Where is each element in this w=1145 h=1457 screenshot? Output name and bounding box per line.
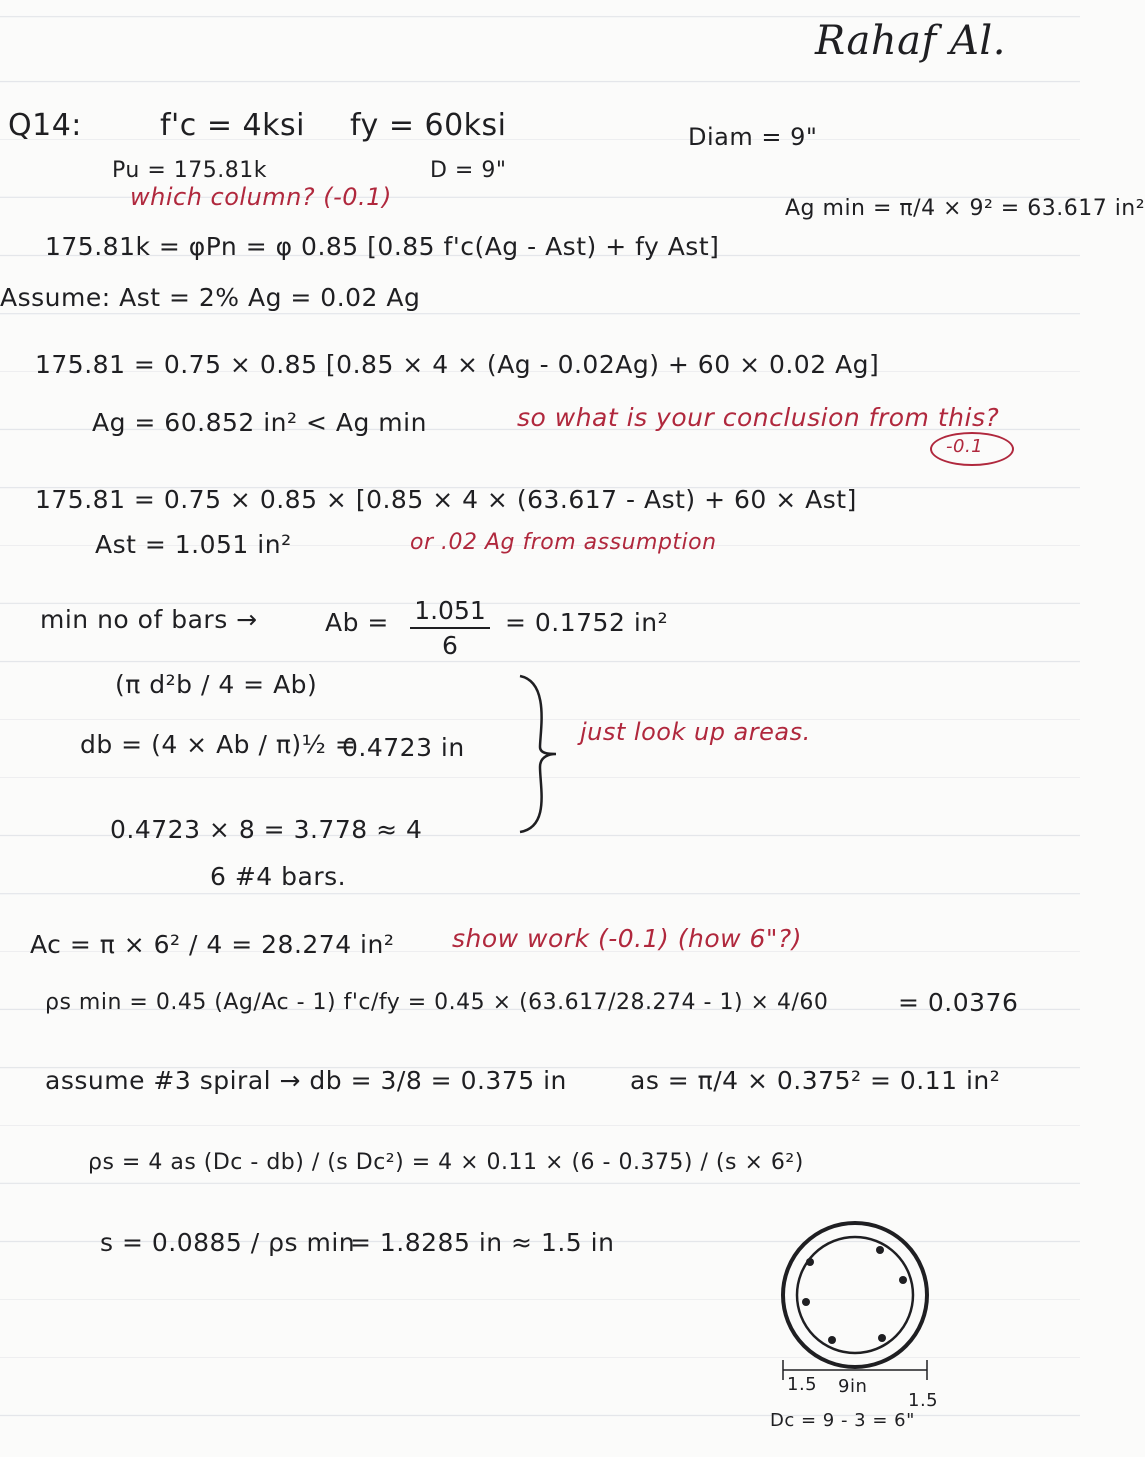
conclusion-comment: so what is your conclusion from this? [517, 403, 1000, 432]
lookup-comment: just look up areas. [580, 718, 811, 746]
fy-value: fy = 60ksi [350, 108, 507, 143]
bar-size-calc: 0.4723 × 8 = 3.778 ≈ 4 [110, 815, 423, 844]
assumption-comment: or .02 Ag from assumption [410, 530, 717, 555]
spiral-area: as = π/4 × 0.375² = 0.11 in² [630, 1066, 1001, 1095]
sketch-dim-2: 9in [838, 1376, 868, 1397]
ag-result: Ag = 60.852 in² < Ag min [92, 408, 427, 437]
ag-min-line: Ag min = π/4 × 9² = 63.617 in² [785, 196, 1145, 221]
rho-s-formula: ρs = 4 as (Dc - db) / (s Dc²) = 4 × 0.11 × (6 - 0.375) / (s × 6²) [88, 1150, 804, 1175]
rebar-dot [878, 1334, 886, 1342]
equation-3: 175.81 = 0.75 × 0.85 × [0.85 × 4 × (63.617 - Ast) + 60 × Ast] [35, 485, 857, 514]
spacing-value: = 1.8285 in ≈ 1.5 in [350, 1228, 615, 1257]
ab-fraction [410, 596, 490, 660]
spiral-circle [797, 1237, 913, 1353]
sketch-dc: Dc = 9 - 3 = 6" [770, 1410, 915, 1431]
rebar-dot [899, 1276, 907, 1284]
conclusion-score: -0.1 [946, 436, 984, 457]
ab-result: = 0.1752 in² [505, 608, 669, 637]
pu-value: Pu = 175.81k [112, 158, 267, 183]
fraction-bar [410, 627, 490, 629]
ab-numerator: 1.051 [414, 596, 486, 625]
ab-label: Ab = [325, 608, 389, 637]
which-column-comment: which column? (-0.1) [130, 183, 392, 211]
min-bars-label: min no of bars → [40, 605, 258, 634]
fc-value: f'c = 4ksi [160, 108, 305, 143]
rebar-dot [802, 1298, 810, 1306]
six-no4-bars: 6 #4 bars. [210, 862, 347, 891]
rebar-dot [828, 1336, 836, 1344]
curly-brace [510, 672, 560, 837]
pi-d2-relation: (π d²b / 4 = Ab) [115, 670, 318, 699]
rho-min-line: ρs min = 0.45 (Ag/Ac - 1) f'c/fy = 0.45 × (63.617/28.274 - 1) × 4/60 [45, 990, 829, 1015]
question-number: Q14: [8, 108, 82, 143]
sketch-dim-3: 1.5 [908, 1390, 939, 1411]
spacing-equation: s = 0.0885 / ρs min [100, 1228, 356, 1257]
ab-denominator: 6 [442, 631, 458, 660]
rebar-dot [876, 1246, 884, 1254]
equation-2: 175.81 = 0.75 × 0.85 [0.85 × 4 × (Ag - 0.02Ag) + 60 × 0.02 Ag] [35, 350, 880, 379]
rho-min-value: = 0.0376 [898, 988, 1019, 1017]
ac-line: Ac = π × 6² / 4 = 28.274 in² [30, 930, 395, 959]
ast-result: Ast = 1.051 in² [95, 530, 292, 559]
outer-circle [783, 1223, 927, 1367]
db-formula: db = (4 × Ab / π)½ = [80, 730, 357, 759]
equation-1: 175.81k = φPn = φ 0.85 [0.85 f'c(Ag - Ast) + fy Ast] [45, 232, 720, 261]
d-value: D = 9" [430, 158, 507, 183]
rebar-dot [806, 1258, 814, 1266]
db-value: 0.4723 in [342, 733, 465, 762]
diameter-note: Diam = 9" [688, 123, 818, 151]
sketch-dim-1: 1.5 [787, 1374, 818, 1395]
signature: Rahaf Al. [815, 18, 1006, 64]
assume-line: Assume: Ast = 2% Ag = 0.02 Ag [0, 283, 421, 312]
spiral-assumption: assume #3 spiral → db = 3/8 = 0.375 in [45, 1066, 567, 1095]
show-work-comment: show work (-0.1) (how 6"?) [452, 924, 802, 953]
